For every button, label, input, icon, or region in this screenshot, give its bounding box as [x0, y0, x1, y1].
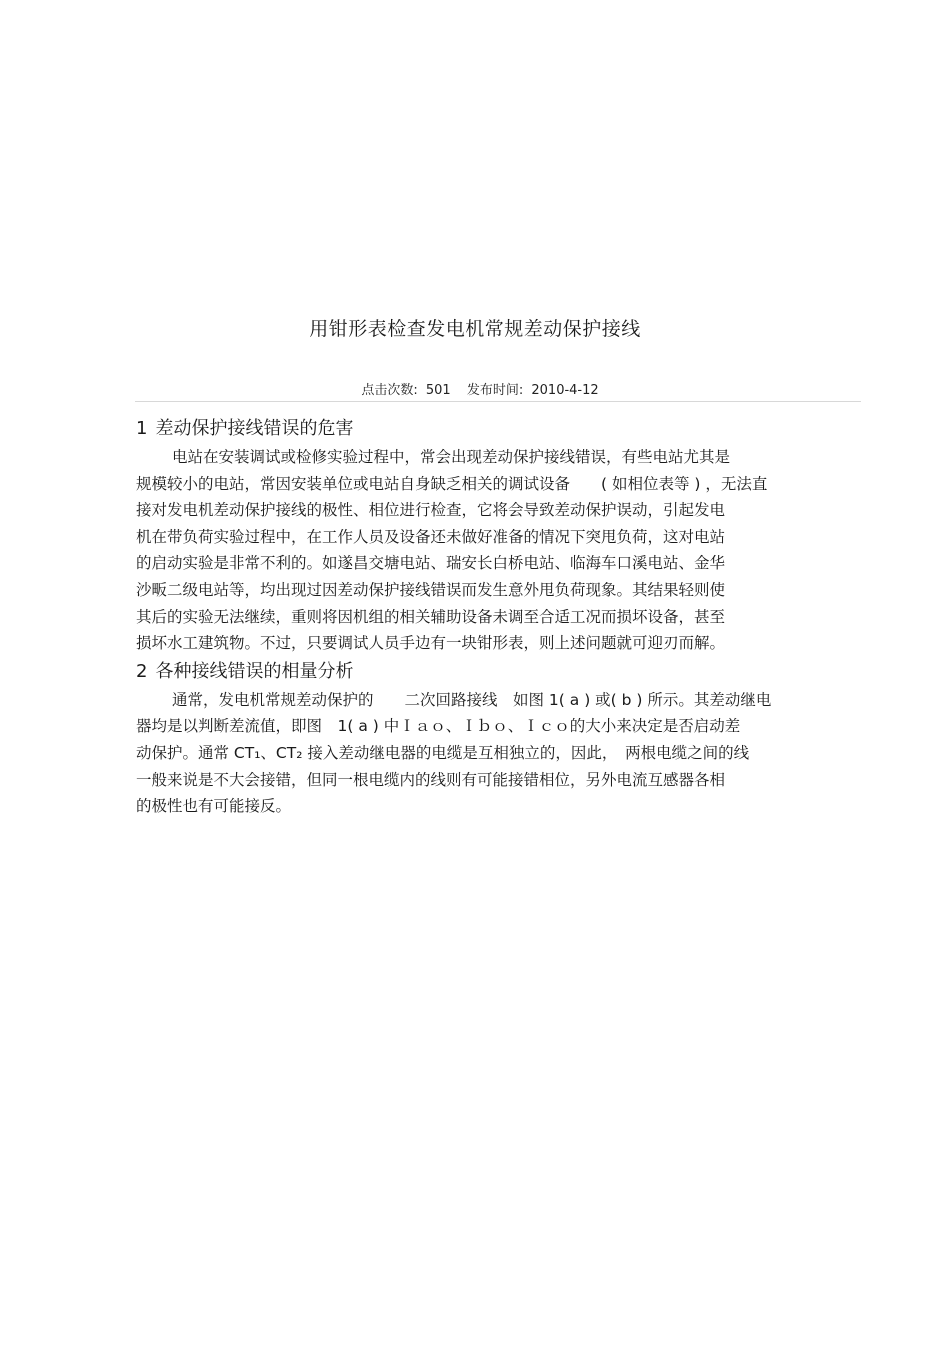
paragraph-line: 一般来说是不大会接错，但同一根电缆内的线则有可能接错相位，另外电流互感器各相 — [136, 770, 726, 789]
paragraph-line: 沙畈二级电站等，均出现过因差动保护接线错误而发生意外甩负荷现象。其结果轻则使 — [136, 580, 726, 599]
article-body — [136, 414, 862, 820]
article-meta — [0, 379, 950, 398]
section-heading-1 — [136, 414, 862, 444]
paragraph-line: 的极性也有可能接反。 — [136, 797, 292, 816]
clicks-value: 501 — [425, 383, 451, 398]
paragraph-line: 通常，发电机常规差动保护的 二次回路接线 如图 1( a ) 或( b ) 所示。其差动继电 — [172, 690, 772, 709]
section-heading-2 — [136, 657, 862, 687]
section-title: 差动保护接线错误的危害 — [155, 418, 354, 439]
clicks-label: 点击次数: — [361, 383, 418, 398]
paragraph-line: 动保护。通常 CT₁、CT₂ 接入差动继电器的电缆是互相独立的，因此， 两根电缆之间的线 — [136, 743, 750, 762]
section-number: 1 — [136, 418, 148, 439]
section-paragraph-1 — [136, 444, 862, 657]
paragraph-line: 损坏水工建筑物。不过，只要调试人员手边有一块钳形表，则上述问题就可迎刃而解。 — [136, 634, 726, 653]
paragraph-line: 规模较小的电站，常因安装单位或电站自身缺乏相关的调试设备 ( 如相位表等 ) ，无法直 — [136, 474, 768, 493]
paragraph-line: 的启动实验是非常不利的。如遂昌交塘电站、瑞安长白桥电站、临海车口溪电站、金华 — [136, 554, 726, 573]
date-label: 发布时间: — [466, 383, 524, 398]
article-title: 用钳形表检查发电机常规差动保护接线 — [309, 318, 641, 340]
paragraph-line: 其后的实验无法继续，重则将因机组的相关辅助设备未调至合适工况而损坏设备，甚至 — [136, 607, 726, 626]
section-paragraph-2 — [136, 687, 862, 820]
paragraph-line: 机在带负荷实验过程中，在工作人员及设备还未做好准备的情况下突甩负荷，这对电站 — [136, 527, 726, 546]
date-value: 2010-4-12 — [531, 383, 599, 398]
paragraph-line: 接对发电机差动保护接线的极性、相位进行检查，它将会导致差动保护误动，引起发电 — [136, 501, 726, 520]
section-title: 各种接线错误的相量分析 — [155, 660, 354, 682]
meta-divider — [135, 401, 861, 402]
paragraph-line: 电站在安装调试或检修实验过程中，常会出现差动保护接线错误，有些电站尤其是 — [172, 448, 731, 466]
paragraph-line: 器均是以判断差流值，即图 1( a ) 中Ｉａｏ、Ｉｂｏ、Ｉｃｏ的大小来决定是否启动差 — [136, 717, 741, 736]
section-number: 2 — [136, 660, 148, 682]
